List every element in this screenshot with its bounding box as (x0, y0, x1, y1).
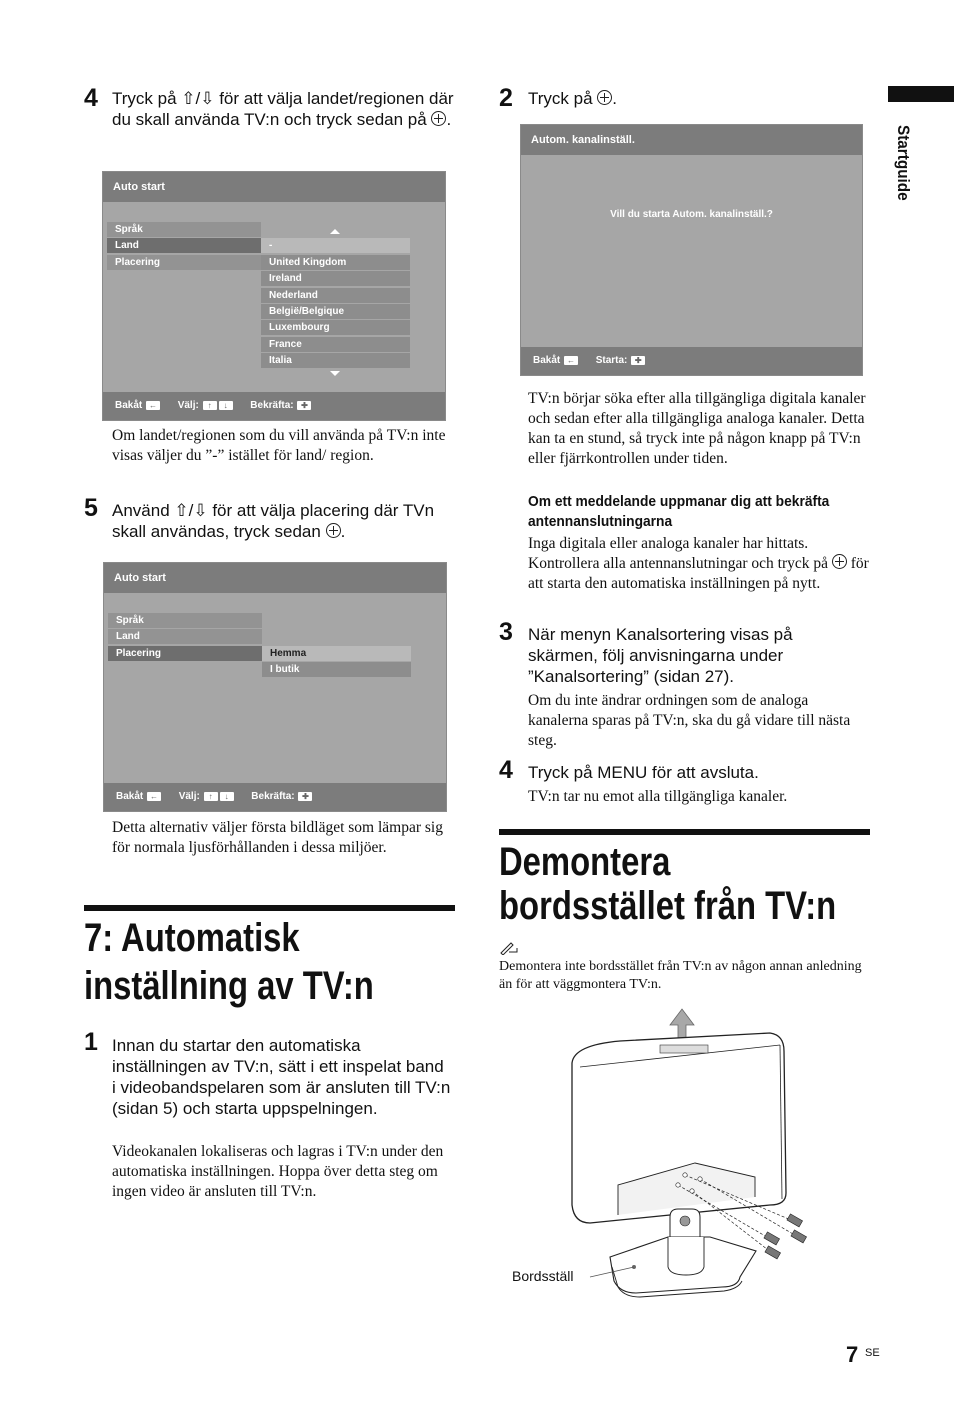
menu-item-land[interactable]: Land (108, 629, 262, 644)
section-title: Demontera (499, 840, 671, 884)
note-land: Om landet/regionen som du vill använda på TV:n inte visas väljer du ”-” istället för land/ region. (112, 427, 446, 464)
placement-option-i-butik[interactable]: I butik (262, 662, 411, 677)
scroll-down-icon (330, 371, 340, 376)
screen-title: Autom. kanalinställ. (521, 125, 862, 155)
menu-item-sprak[interactable]: Språk (107, 222, 261, 237)
up-key-icon: ↑ (204, 792, 218, 801)
back-key-icon: ← (564, 356, 578, 365)
country-option[interactable]: Luxembourg (261, 320, 410, 335)
subheading: Om ett meddelande uppmanar dig att bekräfta antennanslutningarna (528, 493, 830, 530)
step-number: 5 (84, 494, 98, 522)
ok-button-icon (832, 554, 847, 569)
country-option[interactable]: Ireland (261, 271, 410, 286)
screen-footer: Bakåt ← Välj: ↑ ↓ Bekräfta: ✚ (104, 783, 446, 811)
step-number: 3 (499, 618, 513, 646)
back-key-icon: ← (147, 792, 161, 801)
step-text: När menyn Kanalsortering visas på skärmen, följ anvisningarna under ”Kanalsortering” (sidan 27). (528, 625, 793, 686)
illustration-label: Bordsställ (512, 1268, 574, 1284)
step-text: Tryck på . (528, 89, 618, 108)
up-key-icon: ↑ (203, 401, 217, 410)
menu-item-sprak[interactable]: Språk (108, 613, 262, 628)
step-text: Tryck på ⇧/⇩ för att välja landet/regionen där du skall använda TV:n och tryck sedan på . (112, 89, 454, 129)
note-placering: Detta alternativ väljer första bildläget som lämpar sig för normala ljusförhållanden i dessa miljöer. (112, 819, 443, 856)
auto-start-land-screen (102, 171, 446, 421)
note-search: TV:n börjar söka efter alla tillgängliga digitala kanaler och sedan efter alla tillgängliga analoga kanaler. Detta kan ta en stund, så tryck inte på någon knapp på TV:n eller fjärrkontrollen under tiden. (528, 390, 866, 467)
step-text: Tryck på MENU för att avsluta. (528, 763, 759, 782)
ok-key-icon: ✚ (631, 356, 645, 365)
auto-start-placering-screen (103, 562, 447, 812)
step-note: Videokanalen lokaliseras och lagras i TV:n under den automatiska inställningen. Hoppa över detta steg om ingen video är ansluten till TV:n. (112, 1143, 444, 1200)
subtext: Inga digitala eller analoga kanaler har hittats. Kontrollera alla antennanslutningar och tryck på för att starta den automatiska inställningen på nytt. (528, 535, 869, 592)
page-language: SE (865, 1347, 880, 1359)
step-number: 4 (84, 84, 98, 112)
section-title: 7: Automatisk (84, 916, 300, 960)
section-rule (499, 829, 870, 835)
section-tab-label: Startguide (894, 125, 913, 201)
confirm-message: Vill du starta Autom. kanalinställ.? (610, 209, 773, 220)
tv-stand-illustration (560, 1005, 820, 1305)
screen-footer: Bakåt ← Starta: ✚ (521, 347, 862, 375)
step-note: Om du inte ändrar ordningen som de analoga kanalerna sparas på TV:n, ska du gå vidare till nästa steg. (528, 692, 851, 749)
step-text: Använd ⇧/⇩ för att välja placering där TVn skall användas, tryck sedan . (112, 501, 435, 541)
menu-item-placering[interactable]: Placering (108, 646, 262, 661)
step-number: 4 (499, 756, 513, 784)
autom-kanalinstall-screen (520, 124, 863, 376)
ok-button-icon (326, 523, 341, 538)
memo-note-icon (499, 941, 519, 955)
menu-item-land[interactable]: Land (107, 238, 261, 253)
ok-button-icon (431, 111, 446, 126)
step-note: TV:n tar nu emot alla tillgängliga kanaler. (528, 788, 788, 805)
screen-title: Auto start (104, 563, 446, 593)
menu-item-placering[interactable]: Placering (107, 255, 261, 270)
placement-option-hemma[interactable]: Hemma (262, 646, 411, 661)
page-number: 7 (846, 1342, 859, 1367)
country-option[interactable]: - (261, 238, 410, 253)
country-option[interactable]: België/Belgique (261, 304, 410, 319)
memo-note: Demontera inte bordsstället från TV:n av någon annan anledning än för att väggmontera TV:n. (499, 959, 862, 992)
down-key-icon: ↓ (219, 401, 233, 410)
section-title: inställning av TV:n (84, 964, 374, 1008)
section-title: bordsstället från TV:n (499, 884, 837, 928)
screen-footer: Bakåt ← Välj: ↑ ↓ Bekräfta: ✚ (103, 392, 445, 420)
step-number: 2 (499, 84, 513, 112)
step-number: 1 (84, 1028, 98, 1056)
section-tab-marker (888, 86, 954, 102)
ok-button-icon (597, 90, 612, 105)
section-rule (84, 905, 455, 911)
ok-key-icon: ✚ (298, 792, 312, 801)
country-option[interactable]: Italia (261, 353, 410, 368)
down-key-icon: ↓ (220, 792, 234, 801)
back-key-icon: ← (146, 401, 160, 410)
country-option[interactable]: France (261, 337, 410, 352)
country-option[interactable]: United Kingdom (261, 255, 410, 270)
country-option[interactable]: Nederland (261, 288, 410, 303)
step-text: Innan du startar den automatiska inställningen av TV:n, sätt i ett inspelat band i videobandspelaren som är ansluten till TV:n (sidan 5) och starta uppspelningen. (112, 1036, 451, 1118)
ok-key-icon: ✚ (297, 401, 311, 410)
screen-title: Auto start (103, 172, 445, 202)
scroll-up-icon (330, 229, 340, 234)
